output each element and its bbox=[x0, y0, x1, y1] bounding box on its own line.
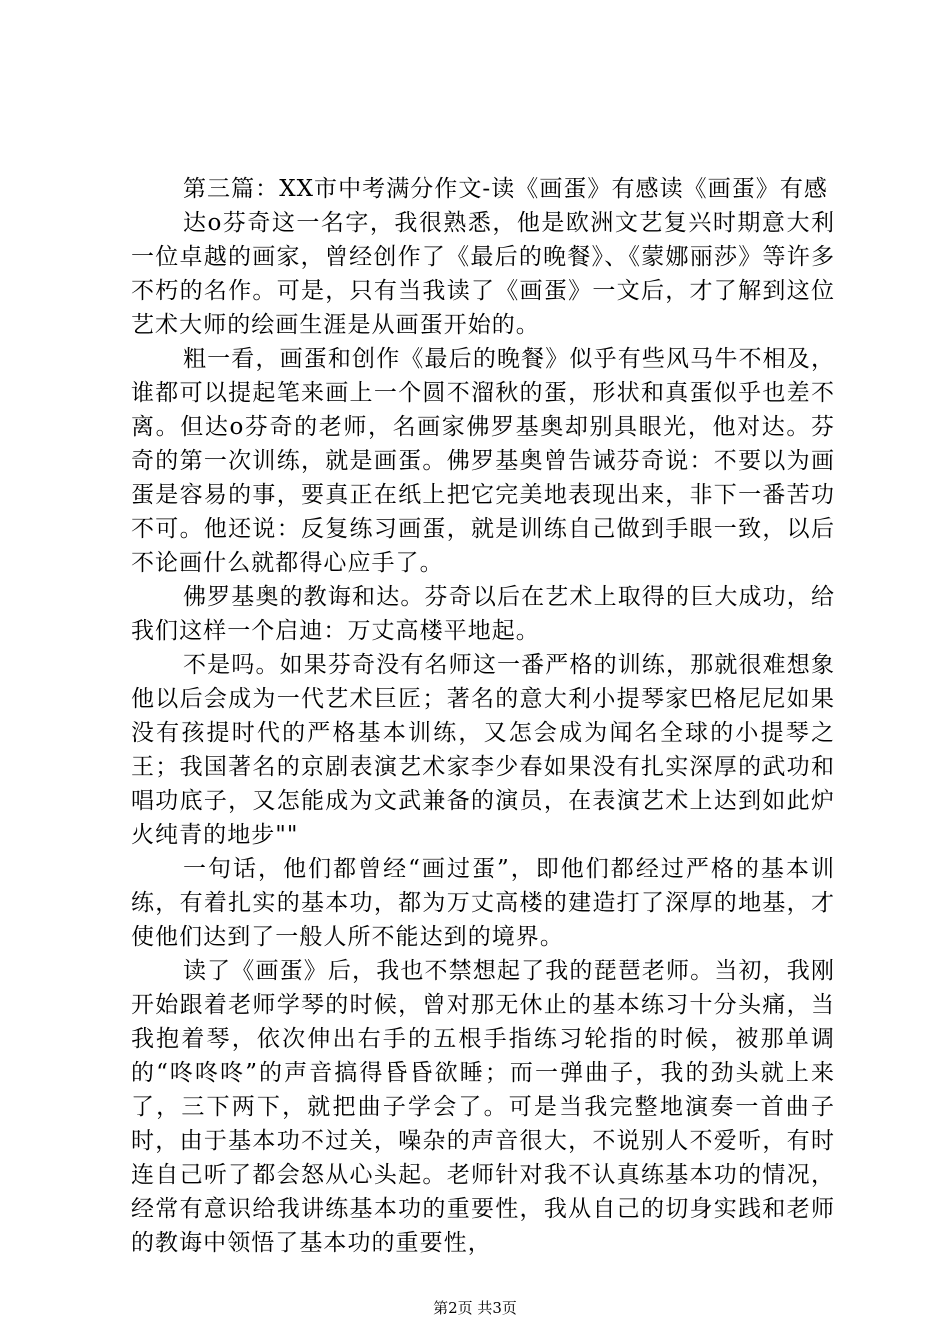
paragraph: 达o芬奇这一名字，我很熟悉，他是欧洲文艺复兴时期意大利一位卓越的画家，曾经创作了《最后的晚餐》、《蒙娜丽莎》等许多不朽的名作。可是，只有当我读了《画蛋》一文后，才了解到这位艺术大师的绘画生涯是从画蛋开始的。 bbox=[131, 210, 835, 338]
article-title: 第三篇：XX市中考满分作文-读《画蛋》有感读《画蛋》有感 bbox=[183, 176, 828, 202]
paragraph: 佛罗基奥的教诲和达。芬奇以后在艺术上取得的巨大成功，给我们这样一个启迪：万丈高楼平地起。 bbox=[131, 584, 835, 644]
article-body bbox=[131, 172, 835, 1260]
page-footer: 第2页 共3页 bbox=[433, 1299, 517, 1317]
paragraph: 粗一看，画蛋和创作《最后的晚餐》似乎有些风马牛不相及，谁都可以提起笔来画上一个圆不溜秋的蛋，形状和真蛋似乎也差不离。但达o芬奇的老师，名画家佛罗基奥却别具眼光，他对达。芬奇的第一次训练，就是画蛋。佛罗基奥曾告诫芬奇说：不要以为画蛋是容易的事，要真正在纸上把它完美地表现出来，非下一番苦功不可。他还说：反复练习画蛋，就是训练自己做到手眼一致，以后不论画什么就都得心应手了。 bbox=[131, 346, 835, 576]
paragraph: 读了《画蛋》后，我也不禁想起了我的琵琶老师。当初，我刚开始跟着老师学琴的时候，曾对那无休止的基本练习十分头痛，当我抱着琴，依次伸出右手的五根手指练习轮指的时候，被那单调的“咚咚咚”的声音搞得昏昏欲睡；而一弹曲子，我的劲头就上来了，三下两下，就把曲子学会了。可是当我完整地演奏一首曲子时，由于基本功不过关，噪杂的声音很大，不说别人不爱听，有时连自己听了都会怒从心头起。老师针对我不认真练基本功的情况，经常有意识给我讲练基本功的重要性，我从自己的切身实践和老师的教诲中领悟了基本功的重要性， bbox=[131, 958, 835, 1256]
paragraph: 不是吗。如果芬奇没有名师这一番严格的训练，那就很难想象他以后会成为一代艺术巨匠；著名的意大利小提琴家巴格尼尼如果没有孩提时代的严格基本训练，又怎会成为闻名全球的小提琴之王；我国著名的京剧表演艺术家李少春如果没有扎实深厚的武功和唱功底子，又怎能成为文武兼备的演员，在表演艺术上达到如此炉火纯青的地步"" bbox=[131, 652, 835, 848]
paragraph: 一句话，他们都曾经“画过蛋”，即他们都经过严格的基本训练，有着扎实的基本功，都为万丈高楼的建造打了深厚的地基，才使他们达到了一般人所不能达到的境界。 bbox=[131, 856, 835, 950]
